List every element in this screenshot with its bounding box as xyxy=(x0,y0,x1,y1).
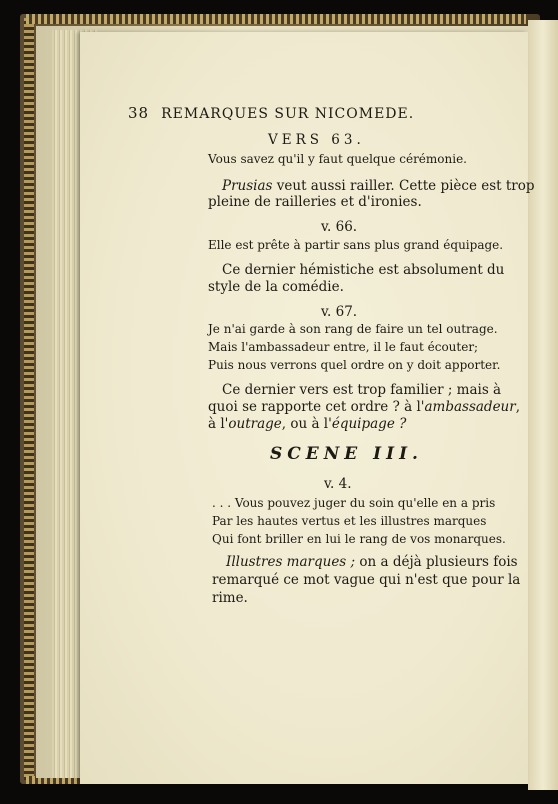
comment-1-line-1: Prusias veut aussi railler. Cette pièce est trop xyxy=(222,178,535,194)
facing-page-edge xyxy=(528,20,558,790)
verse-67-line-2: Mais l'ambassadeur entre, il le faut écouter; xyxy=(208,340,479,354)
verse-4-line-3: Qui font briller en lui le rang de vos monarques. xyxy=(212,532,506,546)
verse-63-label: VERS 63. xyxy=(268,132,365,148)
running-title: REMARQUES SUR NICOMEDE. xyxy=(161,106,415,122)
comment-1-italic: Prusias xyxy=(222,178,273,194)
comment-4-line-3: rime. xyxy=(212,590,248,606)
scene-title: SCENE III. xyxy=(270,444,423,464)
comment-4-line-2: remarqué ce mot vague qui n'est que pour la xyxy=(212,572,521,588)
comment-3-line-1: Ce dernier vers est trop familier ; mais à xyxy=(222,382,502,398)
comment-4-italic: Illustres marques ; xyxy=(226,554,356,570)
comment-1-line-2: pleine de railleries et d'ironies. xyxy=(208,194,422,210)
gilt-edge-left xyxy=(24,18,34,780)
verse-66-label: v. 66. xyxy=(321,219,358,235)
verse-67-label: v. 67. xyxy=(321,304,358,320)
verse-67-line-3: Puis nous verrons quel ordre on y doit apporter. xyxy=(208,358,501,372)
page-text xyxy=(80,32,535,784)
comment-3-line-3: à l'outrage, ou à l'équipage ? xyxy=(208,416,407,432)
comment-2-line-2: style de la comédie. xyxy=(208,279,344,295)
verse-4-line-2: Par les hautes vertus et les illustres marques xyxy=(212,514,487,528)
verse-4-line-1: . . . Vous pouvez juger du soin qu'elle en a pris xyxy=(212,496,496,510)
book-page xyxy=(80,32,535,784)
verse-4-label: v. 4. xyxy=(324,476,352,492)
comment-3-line-2: quoi se rapporte cet ordre ? à l'ambassadeur, xyxy=(208,399,521,415)
gilt-edge-top xyxy=(26,14,526,24)
comment-4-line-1: Illustres marques ; on a déjà plusieurs fois xyxy=(226,554,518,570)
running-header xyxy=(128,104,414,122)
page-number: 38 xyxy=(128,104,150,122)
comment-2-line-1: Ce dernier hémistiche est absolument du xyxy=(222,262,505,278)
verse-66-quote: Elle est prête à partir sans plus grand équipage. xyxy=(208,238,504,252)
verse-67-line-1: Je n'ai garde à son rang de faire un tel outrage. xyxy=(208,322,498,336)
verse-63-quote: Vous savez qu'il y faut quelque cérémonie. xyxy=(208,152,467,166)
